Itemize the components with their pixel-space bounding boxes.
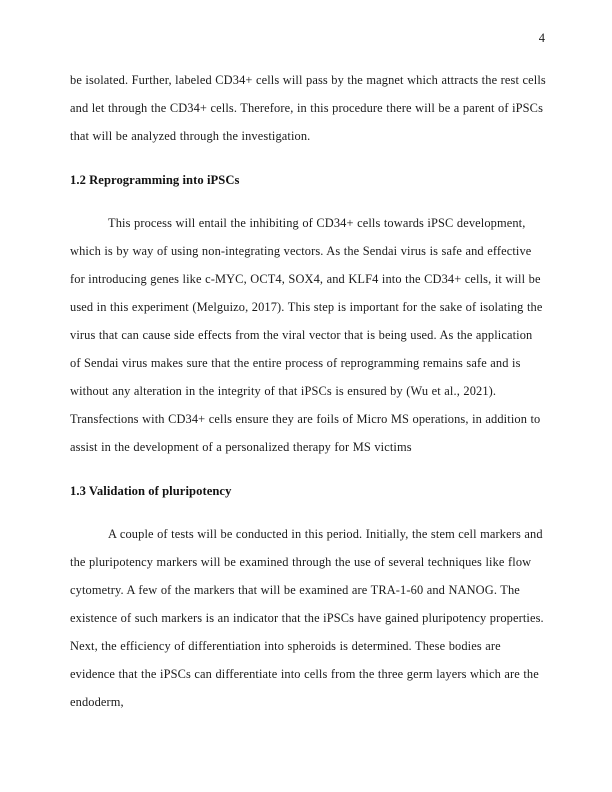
paragraph-validation: A couple of tests will be conducted in this period. Initially, the stem cell markers and the pluripotency markers will be examined through the use of several techniques like flow cytometry. A few of the markers that will be examined are TRA-1-60 and NANOG. The existence of such markers is an indicator that the iPSCs have gained pluripotency properties. Next, the efficiency of differentiation into spheroids is determined. These bodies are evidence that the iPSCs can differentiate into cells from the three germ layers which are the endoderm, <box>70 527 544 709</box>
heading-1-3: 1.3 Validation of pluripotency <box>70 484 232 498</box>
paragraph-reprogramming: This process will entail the inhibiting of CD34+ cells towards iPSC development, which is by way of using non-integrating vectors. As the Sendai virus is safe and effective for introducing genes like c-MYC, OCT4, SOX4, and KLF4 into the CD34+ cells, it will be used in this experiment (Melguizo, 2017). This step is important for the sake of isolating the virus that can cause side effects from the viral vector that is being used. As the application of Sendai virus makes sure that the entire process of reprogramming remains safe and is without any alteration in the integrity of that iPSCs is ensured by (Wu et al., 2021). Transfections with CD34+ cells ensure they are foils of Micro MS operations, in addition to assist in the development of a personalized therapy for MS victims <box>70 216 543 454</box>
document-body <box>70 66 546 716</box>
heading-1-2: 1.2 Reprogramming into iPSCs <box>70 173 240 187</box>
page-number: 4 <box>538 31 545 45</box>
paragraph-continuation: be isolated. Further, labeled CD34+ cells will pass by the magnet which attracts the rest cells and let through the CD34+ cells. Therefore, in this procedure there will be a parent of iPSCs that will be analyzed through the investigation. <box>70 73 546 143</box>
